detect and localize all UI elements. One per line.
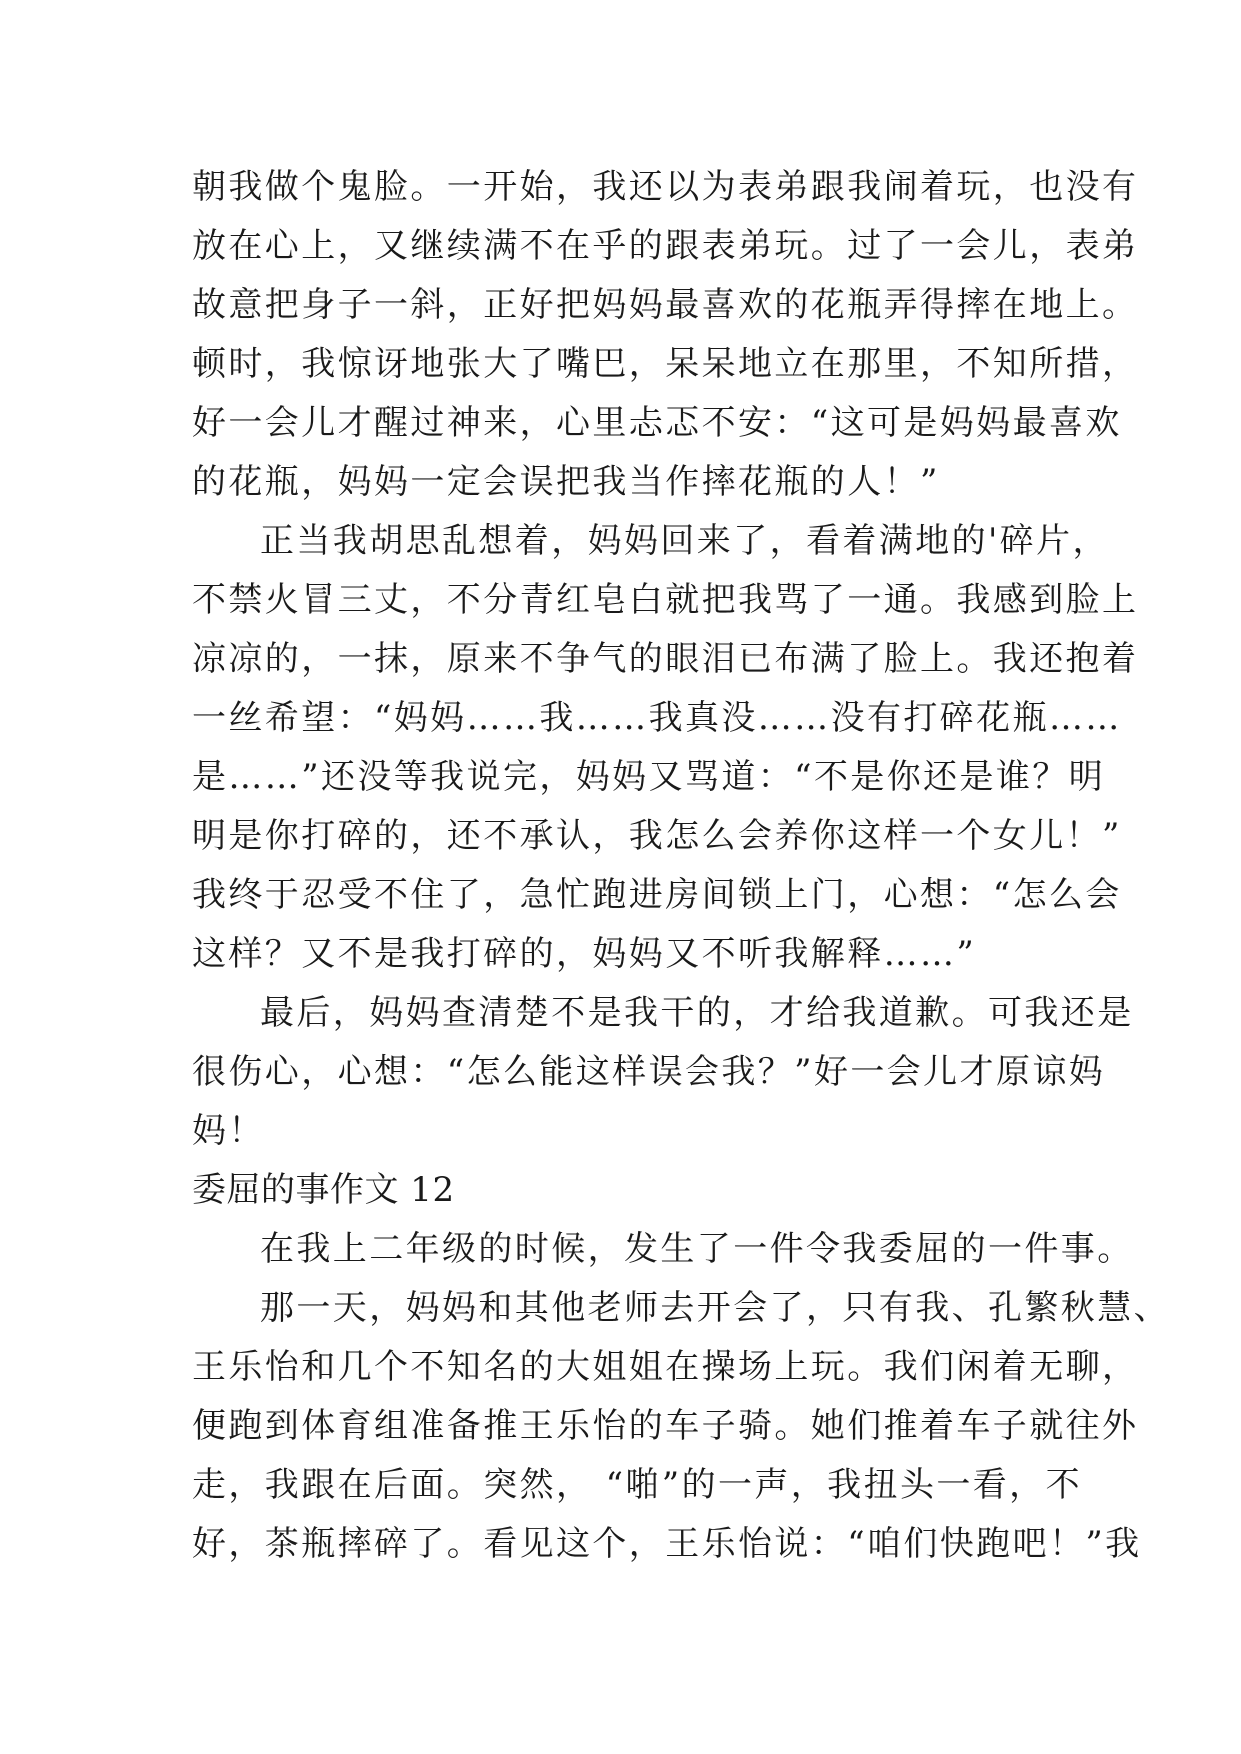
text-line: 明是你打碎的，还不承认，我怎么会养你这样一个女儿！”: [192, 816, 1122, 856]
text-line: 放在心上，又继续满不在乎的跟表弟玩。过了一会儿，表弟: [192, 226, 1139, 266]
text-line: 王乐怡和几个不知名的大姐姐在操场上玩。我们闲着无聊，: [192, 1347, 1139, 1387]
text-line: 好，茶瓶摔碎了。看见这个，王乐怡说：“咱们快跑吧！”我: [192, 1524, 1142, 1564]
text-line: 故意把身子一斜，正好把妈妈最喜欢的花瓶弄得摔在地上。: [192, 285, 1139, 325]
text-line: 的花瓶，妈妈一定会误把我当作摔花瓶的人！”: [192, 462, 940, 502]
text-line: 好一会儿才醒过神来，心里忐忑不安：“这可是妈妈最喜欢: [192, 403, 1122, 443]
text-line: 正当我胡思乱想着，妈妈回来了，看着满地的'碎片，: [260, 521, 1109, 561]
text-line: 凉凉的，一抹，原来不争气的眼泪已布满了脸上。我还抱着: [192, 639, 1139, 679]
article-body: [192, 158, 1170, 1574]
text-line: 我终于忍受不住了，急忙跑进房间锁上门，心想：“怎么会: [192, 875, 1122, 915]
text-line: 走，我跟在后面。突然， “啪”的一声，我扭头一看，不: [192, 1465, 1082, 1505]
text-line: 朝我做个鬼脸。一开始，我还以为表弟跟我闹着玩，也没有: [192, 167, 1139, 207]
text-line: 这样？又不是我打碎的，妈妈又不听我解释……”: [192, 934, 977, 974]
text-line: 便跑到体育组准备推王乐怡的车子骑。她们推着车子就往外: [192, 1406, 1139, 1446]
text-line: 妈！: [192, 1111, 265, 1151]
text-line: 不禁火冒三丈，不分青红皂白就把我骂了一通。我感到脸上: [192, 580, 1139, 620]
text-line: 最后，妈妈查清楚不是我干的，才给我道歉。可我还是: [260, 993, 1134, 1033]
text-line: 很伤心，心想：“怎么能这样误会我？”好一会儿才原谅妈: [192, 1052, 1106, 1092]
text-line: 一丝希望：“妈妈……我……我真没……没有打碎花瓶……: [192, 698, 1122, 738]
text-line: 那一天，妈妈和其他老师去开会了，只有我、孔繁秋慧、: [260, 1288, 1170, 1328]
text-line: 在我上二年级的时候，发生了一件令我委屈的一件事。: [260, 1229, 1134, 1269]
section-heading: 委屈的事作文 12: [192, 1170, 455, 1210]
text-line: 顿时，我惊讶地张大了嘴巴，呆呆地立在那里，不知所措，: [192, 344, 1139, 384]
text-line: 是……”还没等我说完，妈妈又骂道：“不是你还是谁？明: [192, 757, 1106, 797]
